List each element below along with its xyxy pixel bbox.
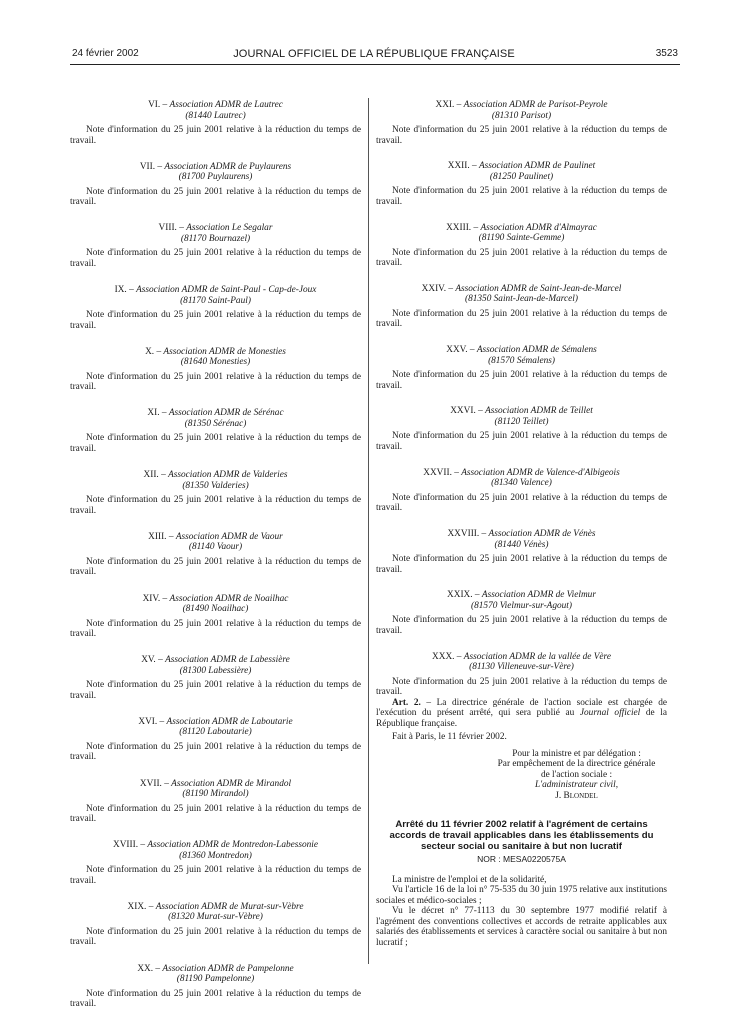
association-entry xyxy=(376,223,667,284)
entry-body: Note d'information du 25 juin 2001 relative à la réduction du temps de travail. xyxy=(376,186,667,207)
entry-location: (81170 Saint-Paul) xyxy=(180,295,251,306)
association-entry xyxy=(376,529,667,590)
entry-location: (81440 Lautrec) xyxy=(185,110,246,121)
entry-location: (81570 Vielmur-sur-Agout) xyxy=(471,600,572,611)
entry-name: Association ADMR de Sérénac xyxy=(168,408,284,419)
entry-name: Association ADMR de Murat-sur-Vèbre xyxy=(155,901,304,912)
body-paragraph: Vu le décret n° 77-1113 du 30 septembre 1977 modifié relatif à l'agrément des conventions collectives et accords de retraite applicables aux salariés des établissements et services à caractère social ou sanitaire à but non lucratif ; xyxy=(376,906,667,948)
association-entry xyxy=(70,964,361,1025)
entry-number: XIII. – xyxy=(148,531,174,542)
entry-number: VIII. – xyxy=(158,223,184,234)
entry-title xyxy=(70,594,361,605)
entry-number: XXI. – xyxy=(435,100,462,110)
association-entry xyxy=(70,285,361,347)
entry-body: Note d'information du 25 juin 2001 relative à la réduction du temps de travail. xyxy=(70,926,361,948)
entry-location: (81190 Sainte-Gemme) xyxy=(478,233,565,244)
article-journal-ref: Journal officiel xyxy=(579,708,641,719)
entry-title xyxy=(376,590,667,601)
entry-body: Note d'information du 25 juin 2001 relative à la réduction du temps de travail. xyxy=(70,680,361,701)
association-entry xyxy=(376,100,667,161)
association-entry xyxy=(70,840,361,902)
entry-name: Association ADMR de Parisot-Peyrole xyxy=(463,100,608,110)
entry-number: XVIII. – xyxy=(112,840,145,851)
entry-name: Association ADMR de Paulinet xyxy=(478,161,596,172)
entry-title xyxy=(376,223,667,234)
entry-title xyxy=(70,470,361,481)
entry-location: (81440 Vénès) xyxy=(494,539,549,550)
association-entry xyxy=(70,100,361,162)
entry-number: XII. – xyxy=(143,470,166,481)
entry-title xyxy=(70,162,361,173)
entry-body: Note d'information du 25 juin 2001 relative à la réduction du temps de travail. xyxy=(70,495,361,516)
entry-body: Note d'information du 25 juin 2001 relative à la réduction du temps de travail. xyxy=(70,803,361,825)
entry-number: XVII. – xyxy=(139,778,169,789)
entry-body: Note d'information du 25 juin 2001 relative à la réduction du temps de travail. xyxy=(376,431,667,452)
entry-location: (81490 Noailhac) xyxy=(182,604,249,614)
entry-title xyxy=(70,902,361,913)
entry-number: XXVIII. – xyxy=(447,529,487,540)
entry-name: Association ADMR de Valderies xyxy=(168,470,288,481)
entry-name: Association ADMR de Labessière xyxy=(165,655,290,666)
body-paragraph: La ministre de l'emploi et de la solidarité, xyxy=(392,874,547,885)
entry-title xyxy=(376,529,667,540)
entry-title xyxy=(70,285,361,296)
association-entry xyxy=(70,717,361,779)
entry-location: (81640 Monesties) xyxy=(180,357,251,368)
entry-body: Note d'information du 25 juin 2001 relative à la réduction du temps de travail. xyxy=(376,247,667,269)
entry-title xyxy=(376,284,667,295)
entry-name: Association ADMR de Monesties xyxy=(163,346,286,357)
entry-name: Association ADMR de Pampelonne xyxy=(162,963,294,974)
entry-body: Note d'information du 25 juin 2001 relative à la réduction du temps de travail. xyxy=(70,865,361,886)
association-entry xyxy=(376,406,667,467)
entry-title xyxy=(376,468,667,479)
entry-number: XV. – xyxy=(141,655,163,666)
entry-body: Note d'information du 25 juin 2001 relative à la réduction du temps de travail. xyxy=(376,615,667,636)
entry-location: (81190 Mirandol) xyxy=(182,789,249,800)
association-entry xyxy=(70,532,361,594)
association-entry xyxy=(70,223,361,285)
entry-body: Note d'information du 25 juin 2001 relative à la réduction du temps de travail. xyxy=(70,186,361,208)
left-column xyxy=(70,100,361,1025)
entry-number: XXIII. – xyxy=(446,222,479,233)
entry-location: (81320 Murat-sur-Vèbre) xyxy=(168,912,263,923)
entry-number: XXVI. – xyxy=(450,406,483,417)
entry-number: XXVII. – xyxy=(423,467,459,478)
signature-line: L'administrateur civil, xyxy=(534,780,619,791)
entry-number: XI. – xyxy=(147,408,167,419)
entry-name: Association ADMR d'Almayrac xyxy=(480,222,597,233)
entry-title xyxy=(70,779,361,790)
association-entry xyxy=(70,347,361,409)
entry-location: (81190 Pampelonne) xyxy=(176,974,255,985)
entry-name: Association ADMR de Lautrec xyxy=(169,100,283,110)
association-entry xyxy=(70,408,361,470)
entry-body: Note d'information du 25 juin 2001 relative à la réduction du temps de travail. xyxy=(70,433,361,454)
association-entry xyxy=(70,655,361,717)
signature-line: Par empêchement de la directrice générale xyxy=(497,759,656,770)
header-date: 24 février 2002 xyxy=(72,48,139,59)
entry-title xyxy=(70,100,361,111)
entry-number: XVI. – xyxy=(138,716,165,727)
entry-title xyxy=(70,223,361,234)
signature-block xyxy=(376,749,667,802)
entry-name: Association ADMR de Teillet xyxy=(485,406,593,417)
entry-number: XXV. – xyxy=(446,345,475,356)
entry-location: (81700 Puylaurens) xyxy=(178,172,253,183)
entry-body: Note d'information du 25 juin 2001 relative à la réduction du temps de travail. xyxy=(70,371,361,393)
entry-name: Association Le Segalar xyxy=(186,223,273,234)
entry-location: (81140 Vaour) xyxy=(188,542,243,553)
header-title: JOURNAL OFFICIEL DE LA RÉPUBLIQUE FRANÇAISE xyxy=(233,48,515,60)
entry-body: Note d'information du 25 juin 2001 relative à la réduction du temps de travail. xyxy=(376,370,667,391)
entry-location: (81130 Villeneuve-sur-Vère) xyxy=(469,662,574,673)
entry-body: Note d'information du 25 juin 2001 relative à la réduction du temps de travail. xyxy=(376,308,667,330)
signature-line: de l'action sociale : xyxy=(540,769,613,780)
entry-body: Note d'information du 25 juin 2001 relative à la réduction du temps de travail. xyxy=(70,741,361,763)
entry-title xyxy=(70,532,361,543)
association-entry xyxy=(70,594,361,656)
entry-name: Association ADMR de Saint-Jean-de-Marcel xyxy=(455,283,622,294)
signature-name: J. Blondel xyxy=(555,790,598,801)
entry-body: Note d'information du 25 juin 2001 relative à la réduction du temps de travail. xyxy=(70,988,361,1010)
entry-name: Association ADMR de Mirandol xyxy=(171,778,292,789)
entry-number: X. – xyxy=(145,346,162,357)
entry-title xyxy=(70,717,361,728)
entry-body: Note d'information du 25 juin 2001 relative à la réduction du temps de travail. xyxy=(70,248,361,269)
entry-title xyxy=(376,345,667,356)
entry-title xyxy=(70,655,361,666)
association-entry xyxy=(376,652,667,698)
entry-name: Association ADMR de Vaour xyxy=(175,531,283,542)
entry-name: Association ADMR de Valence-d'Albigeois xyxy=(461,467,620,478)
entry-location: (81340 Valence) xyxy=(491,478,552,489)
entry-body: Note d'information du 25 juin 2001 relative à la réduction du temps de travail. xyxy=(70,125,361,146)
entry-title xyxy=(376,406,667,417)
entry-location: (81360 Montredon) xyxy=(179,850,252,861)
association-entry xyxy=(70,470,361,532)
association-entry xyxy=(376,284,667,345)
entry-name: Association ADMR de la vallée de Vère xyxy=(463,651,611,662)
entry-number: VII. – xyxy=(139,161,163,172)
entry-location: (81250 Paulinet) xyxy=(489,171,554,182)
entry-body: Note d'information du 25 juin 2001 relative à la réduction du temps de travail. xyxy=(70,618,361,639)
entry-number: VI. – xyxy=(148,100,168,110)
association-entry xyxy=(376,468,667,529)
association-entry xyxy=(70,162,361,224)
article-text: – La directrice générale de l'action sociale est chargée de l'exécution du présent arrêté, qui sera publié au xyxy=(376,697,667,719)
entry-location: (81120 Teillet) xyxy=(494,416,549,427)
entry-number: XXIV. – xyxy=(421,283,453,294)
article-label: Art. 2. xyxy=(392,697,421,708)
entry-number: XIV. – xyxy=(142,593,168,604)
entry-name: Association ADMR de Sémalens xyxy=(476,345,597,356)
association-entry xyxy=(376,590,667,651)
entry-location: (81120 Laboutarie) xyxy=(179,727,252,738)
signature-line: Pour la ministre et par délégation : xyxy=(512,748,641,759)
entry-location: (81350 Valderies) xyxy=(182,480,249,491)
header-page-number: 3523 xyxy=(655,48,678,59)
entry-body: Note d'information du 25 juin 2001 relative à la réduction du temps de travail. xyxy=(376,125,667,146)
column-divider xyxy=(368,98,369,964)
nor-reference: NOR : MESA0220575A xyxy=(477,854,566,865)
article-2 xyxy=(376,698,667,730)
entry-number: IX. – xyxy=(114,285,134,296)
entry-body: Note d'information du 25 juin 2001 relative à la réduction du temps de travail. xyxy=(376,492,667,514)
article-text-end: de la République française. xyxy=(376,708,668,729)
entry-number: XXII. – xyxy=(447,161,477,172)
association-entry xyxy=(376,345,667,406)
association-entry xyxy=(70,902,361,964)
association-entry xyxy=(70,779,361,841)
entry-name: Association ADMR de Vielmur xyxy=(481,590,596,601)
entry-location: (81170 Bournazel) xyxy=(180,233,251,244)
entry-location: (81350 Saint-Jean-de-Marcel) xyxy=(465,294,578,305)
entry-location: (81570 Sémalens) xyxy=(488,355,555,366)
entry-location: (81310 Parisot) xyxy=(491,110,552,121)
fait-a-paris: Fait à Paris, le 11 février 2002. xyxy=(392,732,507,743)
entry-title xyxy=(376,652,667,663)
entry-name: Association ADMR de Puylaurens xyxy=(164,161,292,172)
entry-number: XIX. – xyxy=(127,901,154,912)
arrete-title: Arrêté du 11 février 2002 relatif à l'agrément de certains accords de travail applicables dans les établissements du secteur social ou sanitaire à but non lucratif xyxy=(389,819,654,853)
entry-name: Association ADMR de Laboutarie xyxy=(166,716,293,727)
entry-number: XXX. – xyxy=(432,651,462,662)
entry-title xyxy=(70,840,361,851)
entry-body: Note d'information du 25 juin 2001 relative à la réduction du temps de travail. xyxy=(376,554,667,575)
body-paragraph: Vu l'article 16 de la loi n° 75-535 du 30 juin 1975 relative aux institutions sociales et médico-sociales ; xyxy=(376,885,667,906)
entry-location: (81300 Labessière) xyxy=(179,665,252,676)
right-column xyxy=(376,100,667,948)
entry-name: Association ADMR de Saint-Paul - Cap-de-Joux xyxy=(136,285,317,296)
entry-title xyxy=(70,964,361,975)
entry-title xyxy=(70,408,361,419)
entry-title xyxy=(376,100,667,111)
entry-name: Association ADMR de Noailhac xyxy=(169,593,289,604)
entry-body: Note d'information du 25 juin 2001 relative à la réduction du temps de travail. xyxy=(70,310,361,331)
entry-location: (81350 Sérénac) xyxy=(184,418,247,429)
entry-name: Association ADMR de Vénès xyxy=(488,529,596,540)
association-entry xyxy=(376,161,667,222)
entry-name: Association ADMR de Montredon-Labessonie xyxy=(147,840,319,851)
entry-number: XXIX. – xyxy=(447,590,480,601)
entry-body: Note d'information du 25 juin 2001 relative à la réduction du temps de travail. xyxy=(70,556,361,578)
entry-title xyxy=(70,347,361,358)
entry-number: XX. – xyxy=(137,963,161,974)
header-rule xyxy=(70,64,680,65)
entry-title xyxy=(376,161,667,172)
entry-body: Note d'information du 25 juin 2001 relative à la réduction du temps de travail. xyxy=(376,676,667,698)
